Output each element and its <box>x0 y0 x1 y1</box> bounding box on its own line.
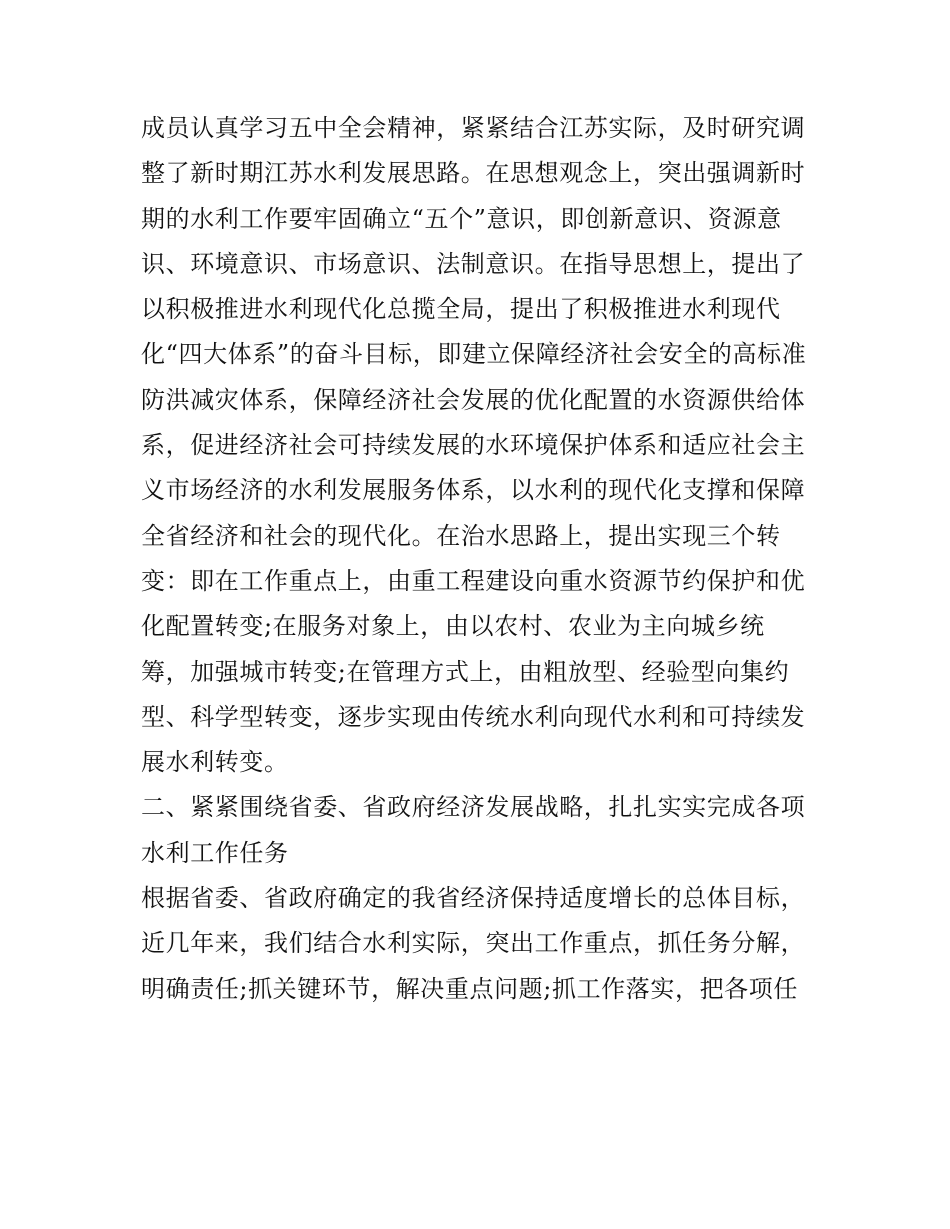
text-line: 变：即在工作重点上，由重工程建设向重水资源节约保护和优 <box>141 566 806 595</box>
text-line: 成员认真学习五中全会精神，紧紧结合江苏实际，及时研究调 <box>141 114 806 142</box>
text-line: 化“四大体系”的奋斗目标，即建立保障经济社会安全的高标准 <box>141 340 807 369</box>
text-line: 近几年来，我们结合水利实际，突出工作重点，抓任务分解， <box>141 929 806 958</box>
text-line: 系，促进经济社会可持续发展的水环境保护体系和适应社会主 <box>141 431 806 460</box>
text-line: 义市场经济的水利发展服务体系，以水利的现代化支撑和保障 <box>141 476 806 505</box>
text-line: 筹，加强城市转变;在管理方式上，由粗放型、经验型向集约 <box>141 657 790 686</box>
text-line: 防洪减灾体系，保障经济社会发展的优化配置的水资源供给体 <box>141 385 806 414</box>
text-line: 期的水利工作要牢固确立“五个”意识，即创新意识、资源意 <box>141 204 782 233</box>
text-line: 全省经济和社会的现代化。在治水思路上，提出实现三个转 <box>141 521 781 550</box>
section-heading-line: 二、紧紧围绕省委、省政府经济发展战略，扎扎实实完成各项 <box>141 793 806 822</box>
text-line: 化配置转变;在服务对象上，由以农村、农业为主向城乡统 <box>141 612 765 641</box>
text-line: 明确责任;抓关键环节，解决重点问题;抓工作落实，把各项任 <box>141 974 798 1003</box>
text-line: 整了新时期江苏水利发展思路。在思想观念上，突出强调新时 <box>141 159 806 188</box>
text-line: 型、科学型转变，逐步实现由传统水利向现代水利和可持续发 <box>141 702 806 731</box>
document-body <box>141 106 821 1012</box>
text-line: 展水利转变。 <box>141 748 289 777</box>
text-line: 根据省委、省政府确定的我省经济保持适度增长的总体目标， <box>141 884 806 913</box>
text-line: 识、环境意识、市场意识、法制意识。在指导思想上，提出了 <box>141 249 806 278</box>
text-line: 以积极推进水利现代化总揽全局，提出了积极推进水利现代 <box>141 295 781 324</box>
section-heading-line: 水利工作任务 <box>141 838 289 867</box>
